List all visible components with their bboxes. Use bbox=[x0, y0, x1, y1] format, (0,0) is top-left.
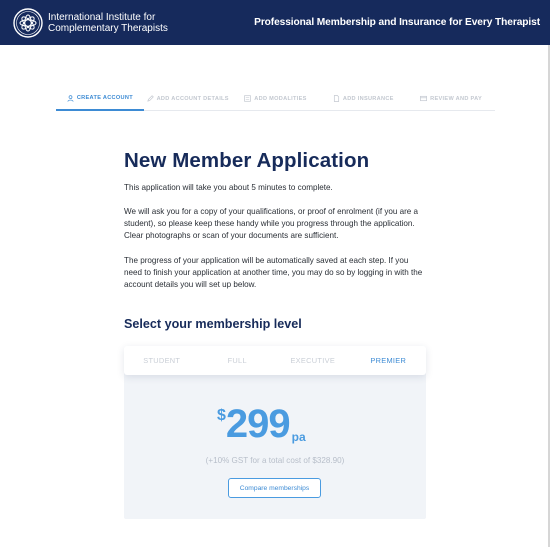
institute-logo-icon bbox=[13, 8, 43, 38]
membership-section-title: Select your membership level bbox=[124, 317, 302, 331]
price-period: pa bbox=[291, 430, 306, 444]
tab-premier[interactable]: PREMIER bbox=[370, 356, 407, 365]
page-title: New Member Application bbox=[124, 149, 370, 172]
step-add-account-details[interactable] bbox=[144, 87, 232, 110]
membership-level-tabs bbox=[124, 346, 426, 375]
step-label: ADD MODALITIES bbox=[254, 95, 307, 102]
membership-price bbox=[217, 401, 306, 447]
step-label: ADD ACCOUNT DETAILS bbox=[156, 95, 229, 102]
tab-student[interactable]: STUDENT bbox=[143, 356, 181, 365]
price-amount: 299 bbox=[225, 402, 290, 446]
pencil-icon bbox=[147, 95, 154, 102]
user-icon bbox=[67, 95, 74, 102]
organization-name-line2: Complementary Therapists bbox=[48, 22, 168, 34]
card-icon bbox=[420, 95, 427, 102]
intro-paragraph-documents: We will ask you for a copy of your qualifications, or proof of enrolment (if you are a student), so please keep these handy while you progress through the application. Clear photographs or scan of your documents are sufficient. bbox=[124, 207, 419, 241]
tab-full[interactable]: FULL bbox=[227, 356, 247, 365]
step-label: CREATE ACCOUNT bbox=[76, 95, 133, 101]
step-label: ADD INSURANCE bbox=[342, 95, 394, 102]
main-content bbox=[124, 148, 429, 174]
tab-executive[interactable]: EXECUTIVE bbox=[290, 356, 336, 365]
step-add-modalities[interactable] bbox=[232, 87, 320, 110]
step-label: REVIEW AND PAY bbox=[430, 95, 483, 102]
list-icon bbox=[244, 95, 251, 102]
application-steps bbox=[56, 87, 495, 111]
header-tagline: Professional Membership and Insurance for Every Therapist bbox=[254, 17, 540, 28]
organization-name-line1: International Institute for bbox=[48, 11, 156, 23]
document-icon bbox=[333, 95, 340, 102]
brand-logo-link[interactable] bbox=[13, 8, 168, 38]
intro-paragraph-progress: The progress of your application will be automatically saved at each step. If you need to finish your application at another time, you may do so by logging in with the account details you will set up below. bbox=[124, 256, 423, 290]
compare-memberships-button[interactable]: Compare memberships bbox=[228, 478, 321, 498]
price-currency: $ bbox=[217, 407, 226, 424]
step-add-insurance[interactable] bbox=[319, 87, 407, 110]
step-create-account[interactable] bbox=[56, 87, 144, 111]
organization-name bbox=[48, 12, 168, 34]
intro-paragraph-duration: This application will take you about 5 minutes to complete. bbox=[124, 183, 333, 192]
step-review-and-pay[interactable] bbox=[407, 87, 495, 110]
gst-note: (+10% GST for a total cost of $328.90) bbox=[205, 456, 345, 465]
site-header bbox=[0, 0, 550, 45]
